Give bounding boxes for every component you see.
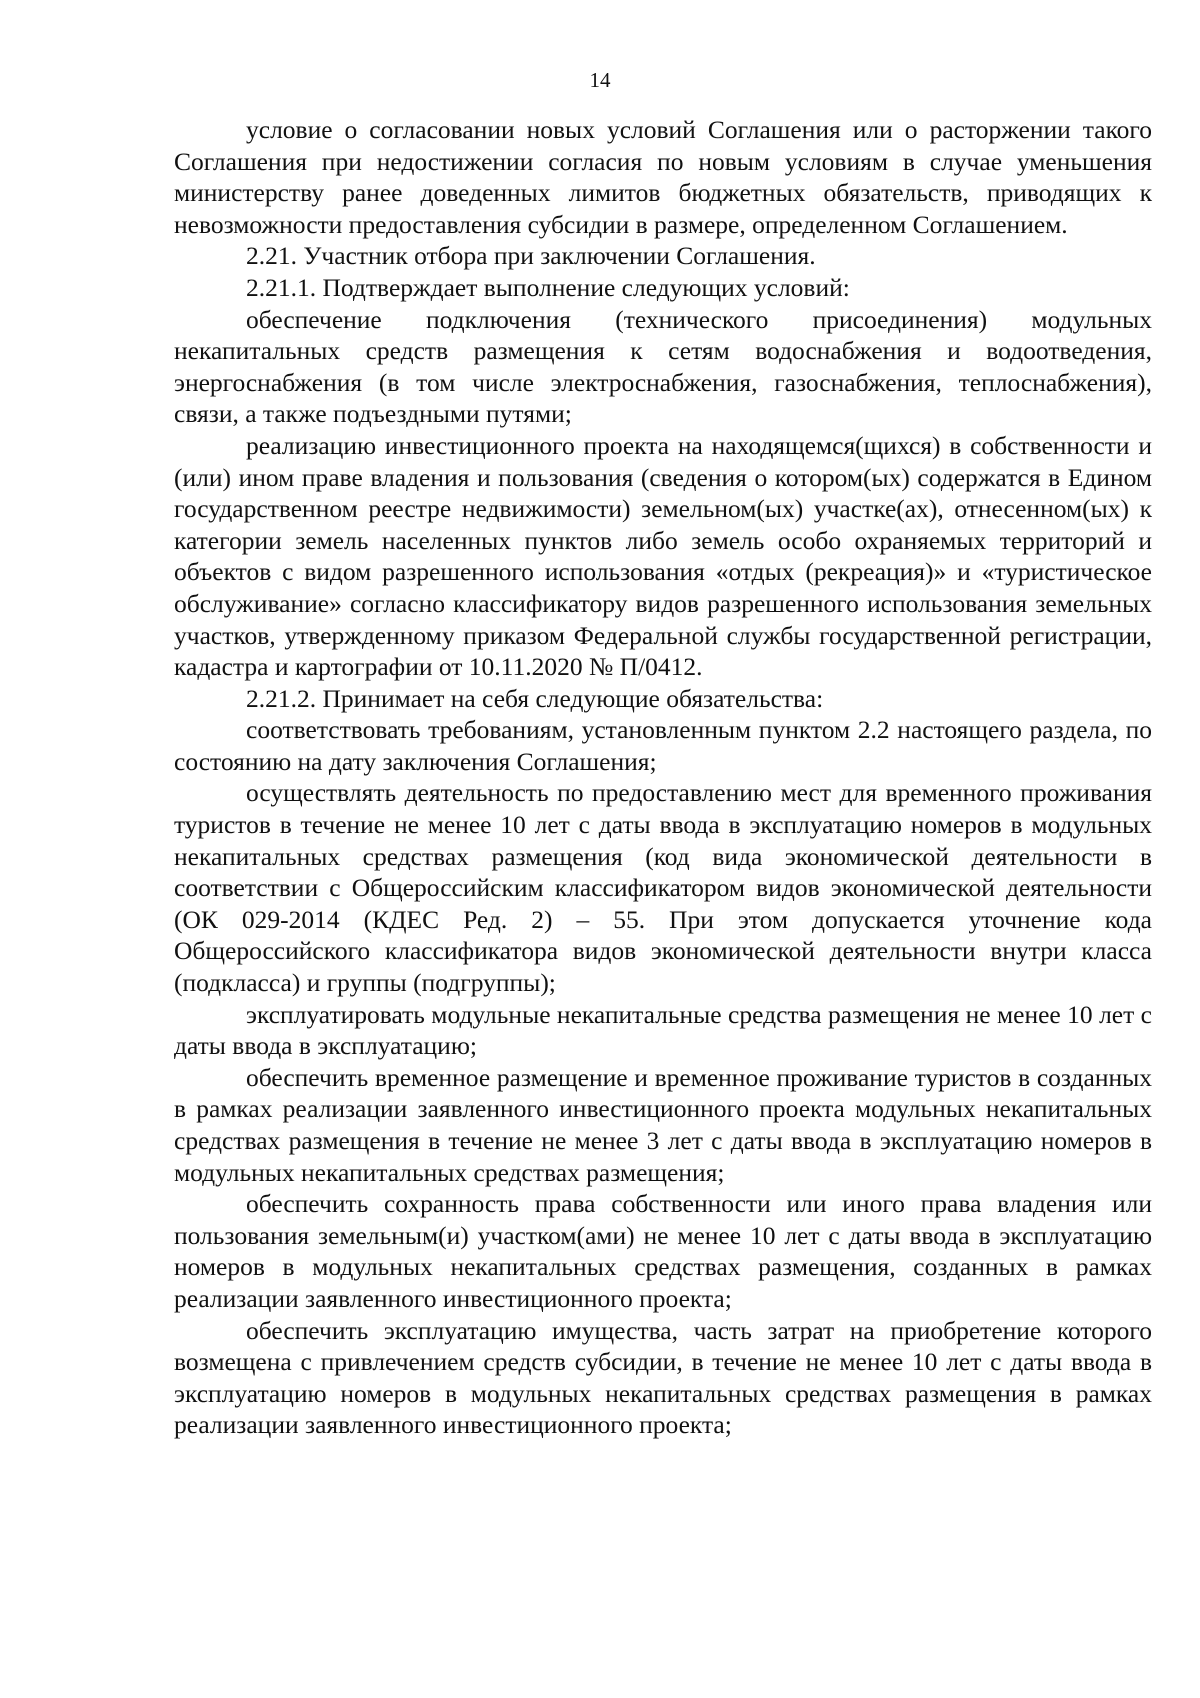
- paragraph: эксплуатировать модульные некапитальные средства размещения не менее 10 лет с даты ввода в эксплуатацию;: [174, 999, 1152, 1061]
- paragraph: 2.21. Участник отбора при заключении Соглашения.: [246, 241, 816, 271]
- paragraph: обеспечить сохранность права собственности или иного права владения или пользования земельным(и) участком(ами) не менее 10 лет с даты ввода в эксплуатацию номеров в модульных некапитальных средствах размещения, созданных в рамках реализации заявленного инвестиционного проекта;: [174, 1189, 1152, 1313]
- paragraph: условие о согласовании новых условий Соглашения или о расторжении такого Соглашения при недостижении согласия по новым условиям в случае уменьшения министерству ранее доведенных лимитов бюджетных обязательств, приводящих к невозможности предоставления субсидии в размере, определенном Соглашением.: [174, 115, 1152, 239]
- paragraph: обеспечение подключения (технического присоединения) модульных некапитальных средств размещения к сетям водоснабжения и водоотведения, энергоснабжения (в том числе электроснабжения, газоснабжения, теплоснабжения), связи, а также подъездными путями;: [174, 304, 1152, 429]
- paragraph: осуществлять деятельность по предоставлению мест для временного проживания туристов в течение не менее 10 лет с даты ввода в эксплуатацию номеров в модульных некапитальных средствах размещения (код вида экономической деятельности в соответствии с Общероссийским классификатором видов экономической деятельности (ОК 029-2014 (КДЕС Ред. 2) – 55. При этом допускается уточнение кода Общероссийского классификатора видов экономической деятельности внутри класса (подкласса) и группы (подгруппы);: [174, 778, 1152, 998]
- paragraph: обеспечить временное размещение и временное проживание туристов в созданных в рамках реализации заявленного инвестиционного проекта модульных некапитальных средствах размещения в течение не менее 3 лет с даты ввода в эксплуатацию номеров в модульных некапитальных средствах размещения;: [174, 1062, 1152, 1187]
- paragraph: обеспечить эксплуатацию имущества, часть затрат на приобретение которого возмещена с привлечением средств субсидии, в течение не менее 10 лет с даты ввода в эксплуатацию номеров в модульных некапитальных средствах размещения в рамках реализации заявленного инвестиционного проекта;: [174, 1315, 1152, 1440]
- paragraph: 2.21.1. Подтверждает выполнение следующих условий:: [246, 272, 850, 302]
- paragraph: реализацию инвестиционного проекта на находящемся(щихся) в собственности и (или) ином праве владения и пользования (сведения о котором(ых) содержатся в Едином государственном реестре недвижимости) земельном(ых) участке(ах), отнесенном(ых) к категории земель населенных пунктов либо земель особо охраняемых территорий и объектов с видом разрешенного использования «отдых (рекреация)» и «туристическое обслуживание» согласно классификатору видов разрешенного использования земельных участков, утвержденному приказом Федеральной службы государственной регистрации, кадастра и картографии от 10.11.2020 № П/0412.: [174, 430, 1152, 682]
- paragraph: соответствовать требованиям, установленным пунктом 2.2 настоящего раздела, по состоянию на дату заключения Соглашения;: [174, 715, 1152, 776]
- page-number: 14: [589, 68, 611, 92]
- paragraph: 2.21.2. Принимает на себя следующие обязательства:: [246, 683, 824, 713]
- document-body: [174, 114, 1152, 1441]
